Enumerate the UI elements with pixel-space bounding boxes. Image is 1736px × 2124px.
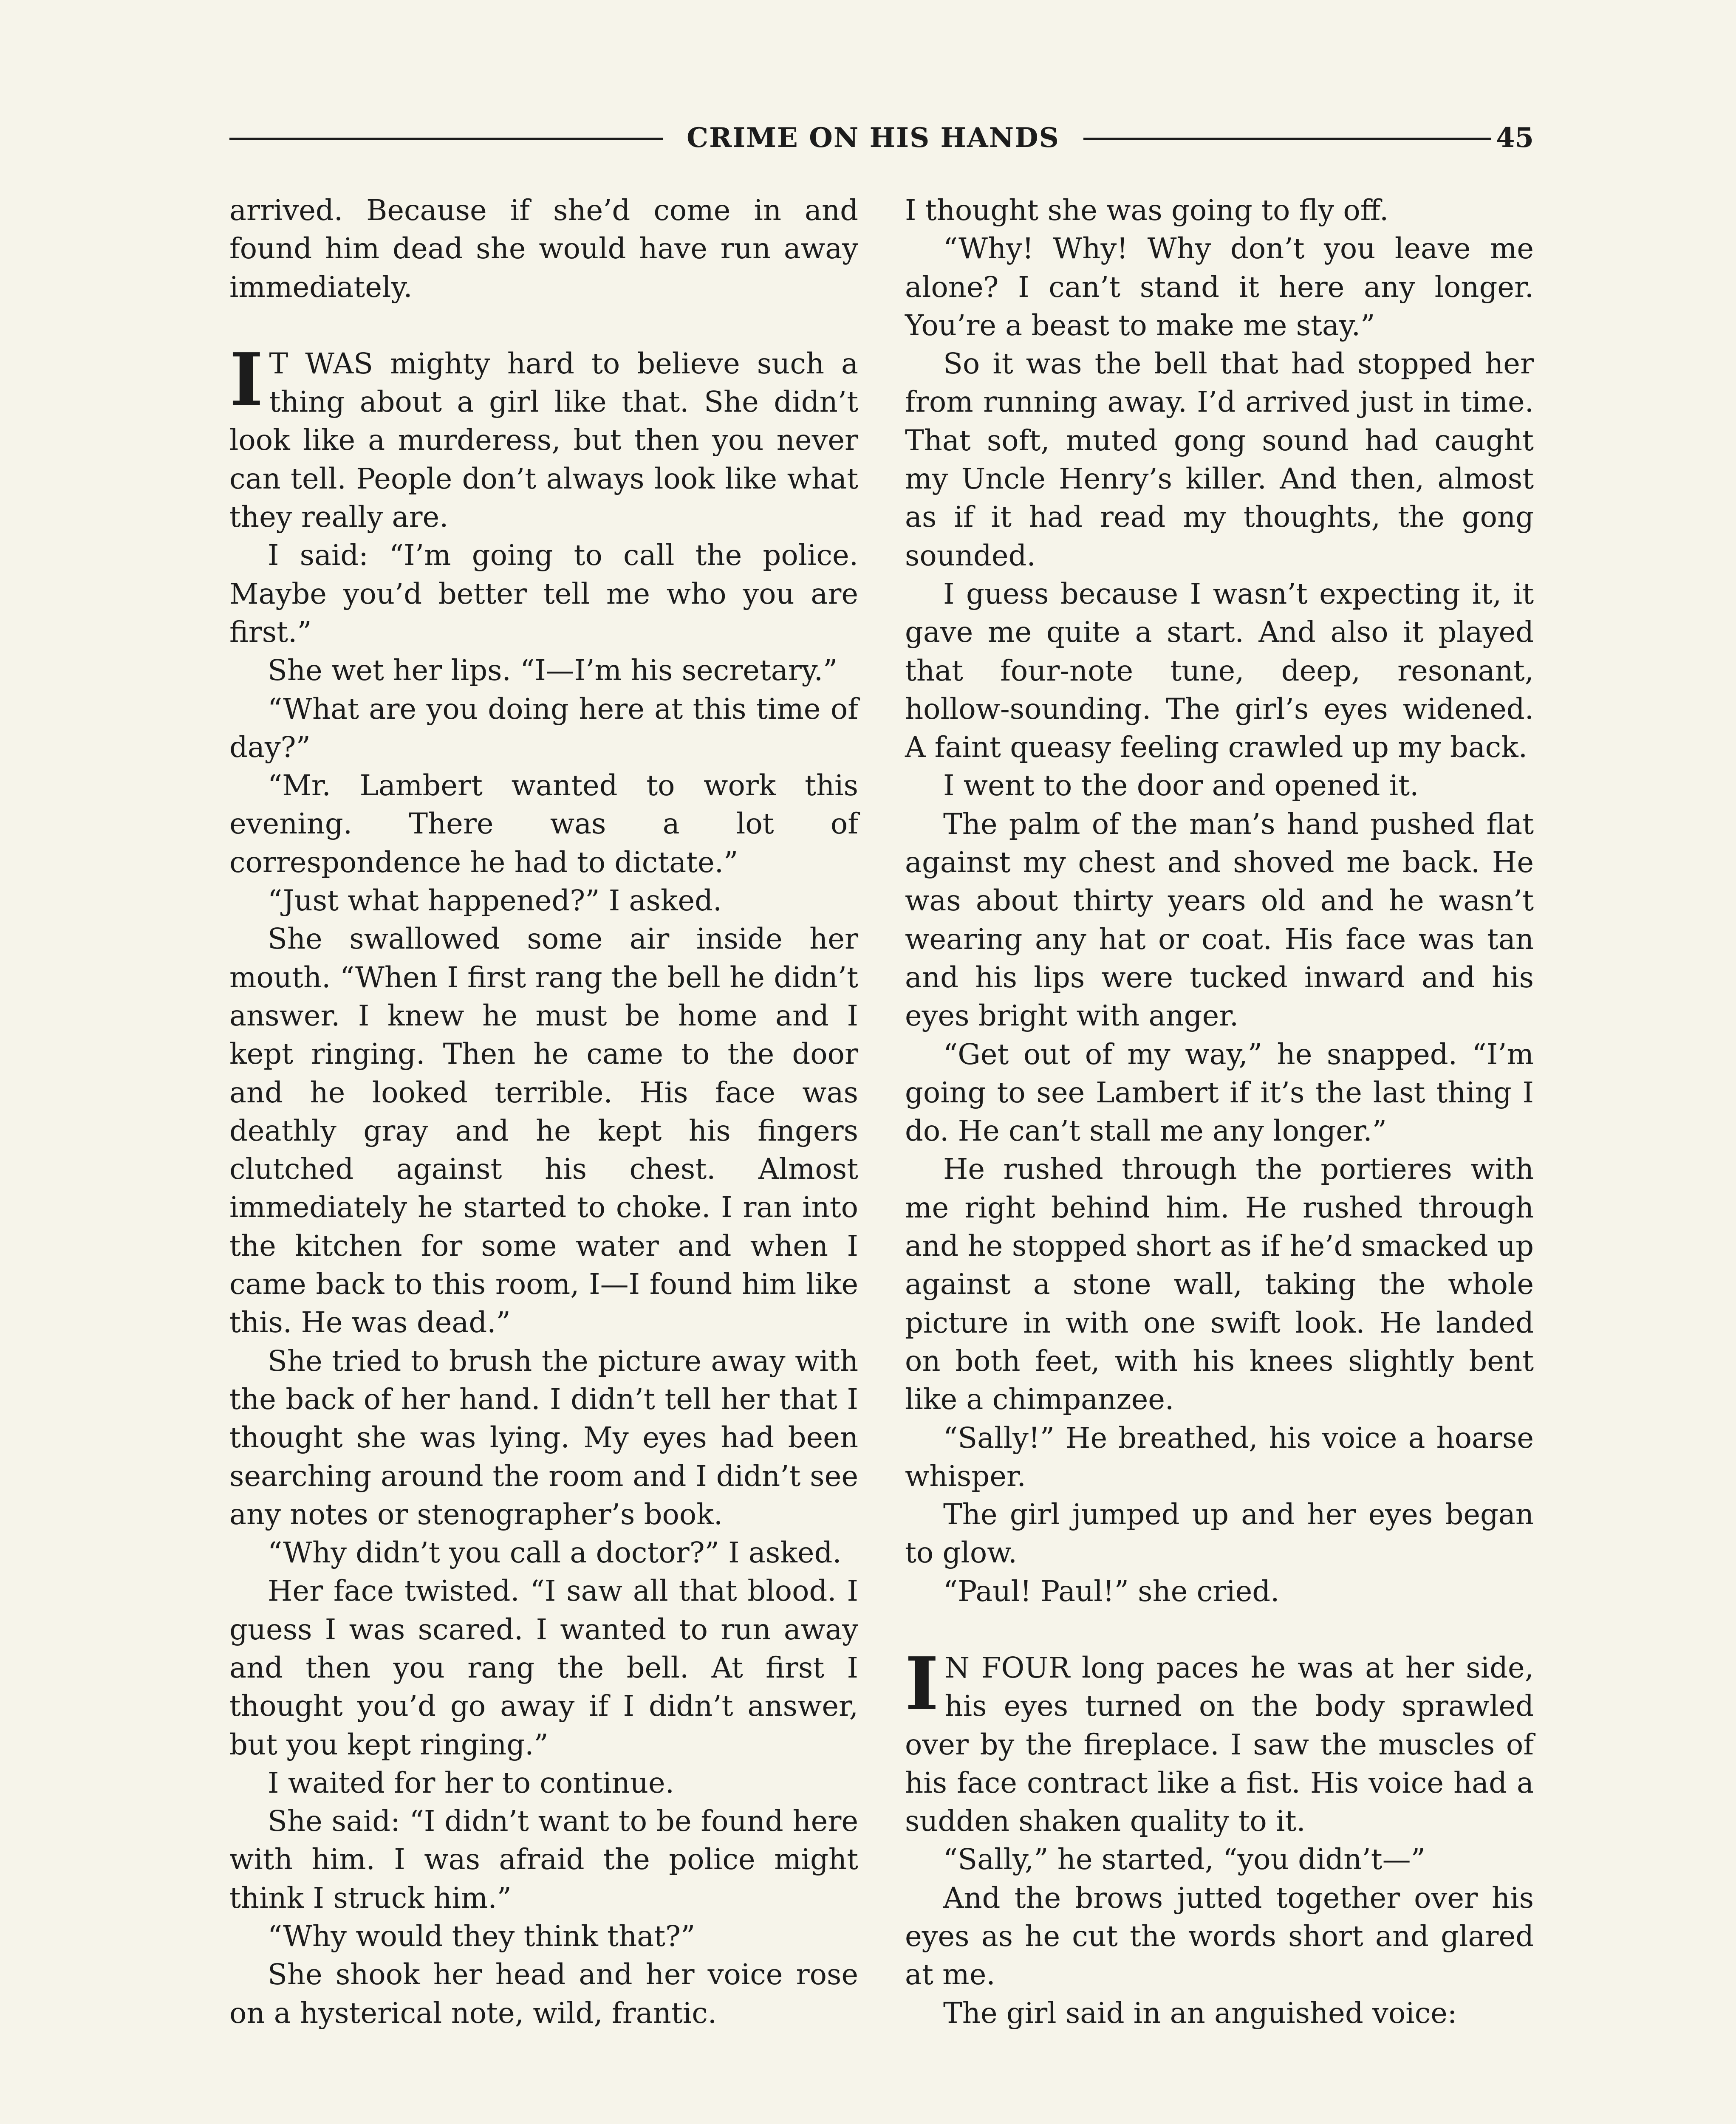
paragraph: “Just what happened?” I asked. [268,884,722,918]
header-rule-right [1083,138,1491,140]
paragraph: So it was the bell that had stopped her from running away. I’d arrived just in time. That soft, muted gong sound had caught my Uncle Henry’s killer. And then, almost as if it had read my thoughts, the gong sounded. [905,347,1534,572]
paragraph-text: T WAS mighty hard to believe such a thing about a girl like that. She didn’t look like a murderess, but then you never can tell. People don’t always look like what they really are. [229,347,858,534]
paragraph: She said: “I didn’t want to be found here with him. I was afraid the police might think I struck him.” [229,1805,858,1915]
drop-cap: I [905,1641,939,1726]
paragraph: He rushed through the portieres with me right behind him. He rushed through and he stopped short as if he’d smacked up against a stone wall, taking the whole picture in with one swift look. He landed on both feet, with his knees slightly bent like a chimpanzee. [905,1152,1534,1416]
paragraph: She wet her lips. “I—I’m his secretary.” [268,654,838,687]
paragraph: “Why would they think that?” [268,1920,696,1953]
paragraph: “Why! Why! Why don’t you leave me alone? I can’t stand it here any longer. You’re a beast to make me stay.” [905,232,1534,342]
running-title: CRIME ON HIS HANDS [687,122,1060,154]
paragraph: “What are you doing here at this time of day?” [229,692,858,764]
paragraph: She tried to brush the picture away with the back of her hand. I didn’t tell her that I thought she was lying. My eyes had been searching around the room and I didn’t see any notes or stenographer’s book. [229,1344,858,1531]
paragraph: “Mr. Lambert wanted to work this evening. There was a lot of correspondence he had to dictate.” [229,769,858,879]
paragraph: I went to the door and opened it. [943,769,1419,802]
page-number: 45 [1496,122,1534,154]
header-rule-left [229,138,663,140]
paragraph: I waited for her to continue. [268,1766,675,1799]
section-opening-paragraph [229,337,858,536]
paragraph: I guess because I wasn’t expecting it, it gave me quite a start. And also it played that four-note tune, deep, resonant, hollow-sounding. The girl’s eyes widened. A faint queasy feeling crawled up my back. [905,577,1534,764]
paragraph: Her face twisted. “I saw all that blood. I guess I was scared. I wanted to run away and then you rang the bell. At first I thought you’d go away if I didn’t answer, but you kept ringing.” [229,1574,858,1761]
paragraph: arrived. Because if she’d come in and found him dead she would have run away immediately. [229,194,858,304]
paragraph: I said: “I’m going to call the police. Maybe you’d better tell me who you are first.” [229,539,858,649]
left-column [229,191,858,2032]
paragraph: “Sally,” he started, “you didn’t—” [943,1843,1425,1876]
section-opening-paragraph [905,1641,1534,1840]
paragraph: “Sally!” He breathed, his voice a hoarse whisper. [905,1421,1534,1493]
paragraph: She shook her head and her voice rose on a hysterical note, wild, frantic. [229,1958,858,2030]
right-column [905,191,1534,2032]
paragraph-text: N FOUR long paces he was at her side, his eyes turned on the body sprawled over by the fireplace. I saw the muscles of his face contract like a fist. His voice had a sudden shaken quality to it. [905,1651,1534,1838]
paragraph: And the brows jutted together over his eyes as he cut the words short and glared at me. [905,1881,1534,1991]
paragraph: I thought she was going to fly off. [905,194,1389,227]
paragraph: The palm of the man’s hand pushed flat against my chest and shoved me back. He was about thirty years old and he wasn’t wearing any hat or coat. His face was tan and his lips were tucked inward and his eyes bright with anger. [905,807,1534,1033]
running-header [229,119,1534,157]
paragraph: “Why didn’t you call a doctor?” I asked. [268,1536,842,1570]
paragraph: The girl jumped up and her eyes began to glow. [905,1498,1534,1570]
drop-cap: I [229,337,263,422]
paragraph: “Paul! Paul!” she cried. [943,1574,1280,1608]
paragraph: “Get out of my way,” he snapped. “I’m going to see Lambert if it’s the last thing I do. He can’t stall me any longer.” [905,1037,1534,1148]
paragraph: She swallowed some air inside her mouth. “When I first rang the bell he didn’t answer. I knew he must be home and I kept ringing. Then he came to the door and he looked terrible. His face was deathly gray and he kept his fingers clutched against his chest. Almost immediately he started to choke. I ran into the kitchen for some water and when I came back to this room, I—I found him like this. He was dead.” [229,922,858,1339]
paragraph: The girl said in an anguished voice: [943,1996,1457,2030]
